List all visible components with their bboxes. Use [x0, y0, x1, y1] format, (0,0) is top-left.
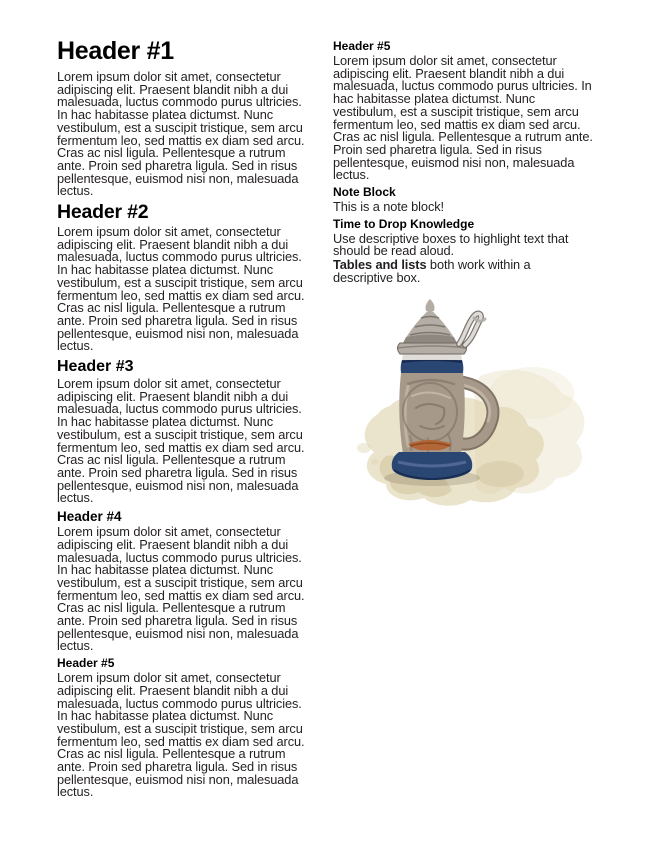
left-column: [57, 38, 315, 799]
tables-and-lists-text: [333, 259, 593, 284]
tables-and-lists-bold: Tables and lists: [333, 257, 427, 273]
note-block-label: Note Block: [333, 185, 396, 200]
heading-level-5: Header #5: [57, 656, 115, 671]
body-paragraph: Lorem ipsum dolor sit amet, consectetur adipiscing elit. Praesent blandit nibh a dui malesuada, luctus commodo purus ultricies. In hac habitasse platea dictumst. Nunc vestibulum, est a suscipit tristique, sem arcu fermentum leo, sed mattis ex diam sed arcu. Cras ac nisl ligula. Pellentesque a rutrum ante. Proin sed pharetra ligula. Sed in risus pellentesque, euismod nisi non, malesuada lectus.: [57, 224, 305, 354]
stein-blue-band: [401, 360, 464, 373]
body-paragraph: Lorem ipsum dolor sit amet, consectetur adipiscing elit. Praesent blandit nibh a dui malesuada, luctus commodo purus ultricies. In hac habitasse platea dictumst. Nunc vestibulum, est a suscipit tristique, sem arcu fermentum leo, sed mattis ex diam sed arcu. Cras ac nisl ligula. Pellentesque a rutrum ante. Proin sed pharetra ligula. Sed in risus pellentesque, euismod nisi non, malesuada lectus.: [57, 670, 305, 800]
right-column: [333, 36, 593, 285]
body-paragraph: Lorem ipsum dolor sit amet, consectetur adipiscing elit. Praesent blandit nibh a dui malesuada, luctus commodo purus ultricies. In hac habitasse platea dictumst. Nunc vestibulum, est a suscipit tristique, sem arcu fermentum leo, sed mattis ex diam sed arcu. Cras ac nisl ligula. Pellentesque a rutrum ante. Proin sed pharetra ligula. Sed in risus pellentesque, euismod nisi non, malesuada lectus.: [57, 524, 305, 654]
tables-and-lists-rest: both work within a descriptive box.: [333, 257, 531, 285]
stein-finial: [426, 299, 435, 311]
beer-stein-illustration: [350, 296, 602, 514]
stein-base: [392, 452, 472, 480]
note-block-text: This is a note block!: [333, 199, 444, 215]
heading-level-5: Header #5: [333, 39, 391, 53]
heading-level-2: Header #2: [57, 201, 149, 224]
section-header-1: [57, 38, 315, 198]
section-header-2: [57, 202, 315, 353]
body-paragraph: Lorem ipsum dolor sit amet, consectetur adipiscing elit. Praesent blandit nibh a dui malesuada, luctus commodo purus ultricies. In hac habitasse platea dictumst. Nunc vestibulum, est a suscipit tristique, sem arcu fermentum leo, sed mattis ex diam sed arcu. Cras ac nisl ligula. Pellentesque a rutrum ante. Proin sed pharetra ligula. Sed in risus pellentesque, euismod nisi non, malesuada lectus.: [333, 53, 593, 183]
heading-level-3: Header #3: [57, 358, 134, 376]
section-header-5-right: [333, 40, 593, 182]
knowledge-text: Use descriptive boxes to highlight text that should be read aloud.: [333, 230, 569, 259]
body-paragraph: Lorem ipsum dolor sit amet, consectetur adipiscing elit. Praesent blandit nibh a dui malesuada, luctus commodo purus ultricies. In hac habitasse platea dictumst. Nunc vestibulum, est a suscipit tristique, sem arcu fermentum leo, sed mattis ex diam sed arcu. Cras ac nisl ligula. Pellentesque a rutrum ante. Proin sed pharetra ligula. Sed in risus pellentesque, euismod nisi non, malesuada lectus.: [57, 69, 305, 199]
heading-level-1: Header #1: [57, 37, 174, 65]
section-header-4: [57, 509, 315, 653]
stein-thumb-lever: [459, 313, 485, 345]
stein-lid: [397, 299, 467, 360]
section-header-5: [57, 657, 315, 799]
knowledge-label: Time to Drop Knowledge: [333, 216, 475, 231]
body-paragraph: Lorem ipsum dolor sit amet, consectetur adipiscing elit. Praesent blandit nibh a dui malesuada, luctus commodo purus ultricies. In hac habitasse platea dictumst. Nunc vestibulum, est a suscipit tristique, sem arcu fermentum leo, sed mattis ex diam sed arcu. Cras ac nisl ligula. Pellentesque a rutrum ante. Proin sed pharetra ligula. Sed in risus pellentesque, euismod nisi non, malesuada lectus.: [57, 376, 305, 506]
heading-level-4: Header #4: [57, 509, 122, 525]
section-header-3: [57, 358, 315, 505]
stein-body: [399, 373, 464, 454]
